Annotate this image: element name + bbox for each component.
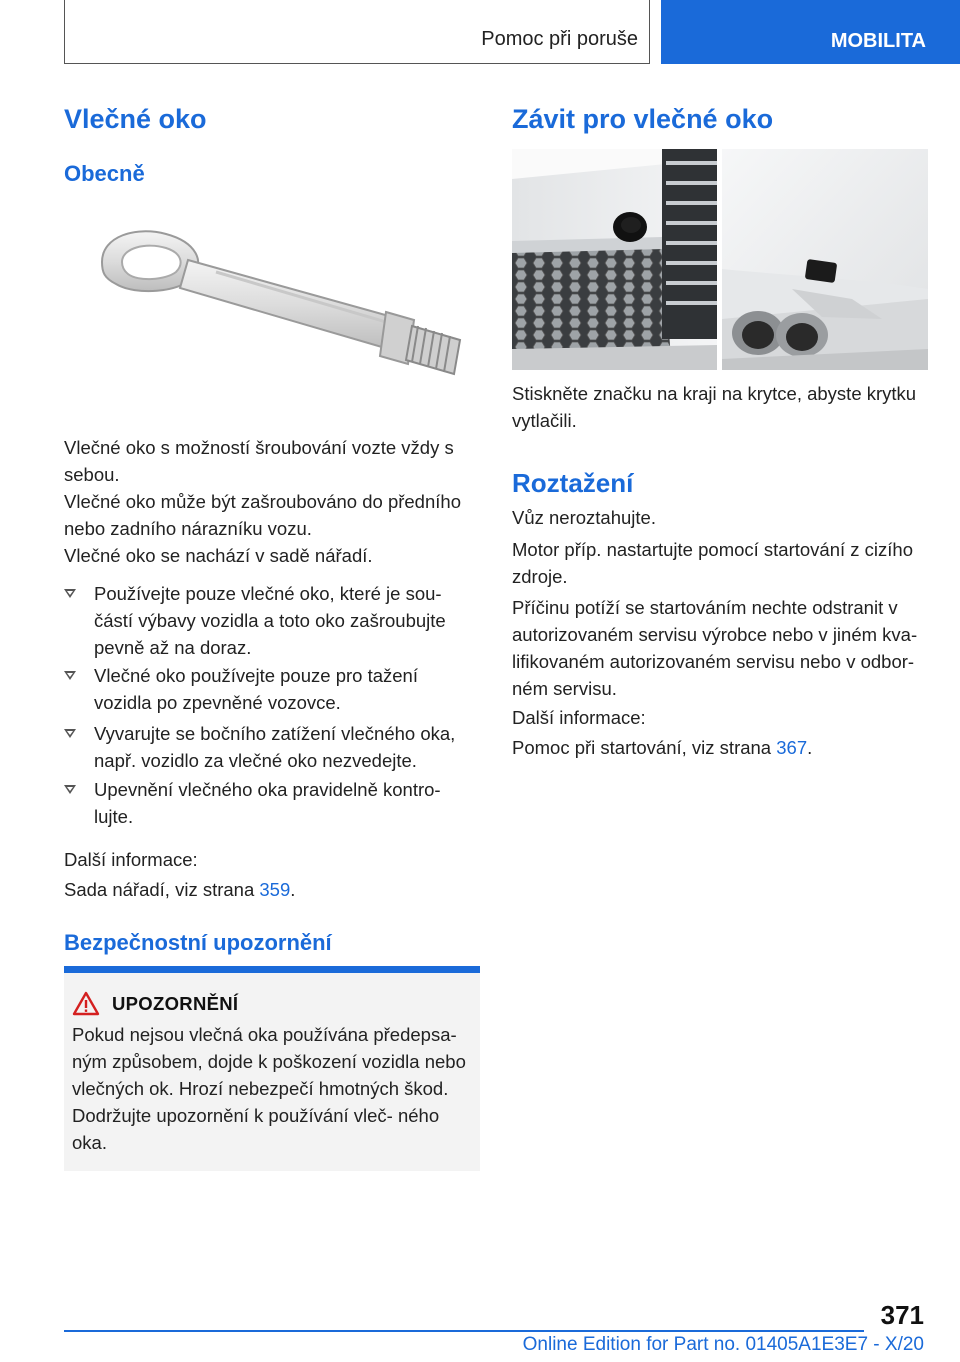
bullet-triangle-icon (64, 785, 76, 794)
tow-eye-illustration (96, 222, 468, 398)
bullet-triangle-icon (64, 671, 76, 680)
page-link-367[interactable]: 367 (776, 737, 808, 758)
paragraph-do-not-tow-start: Vůz neroztahujte. (512, 507, 656, 528)
caption-press-cover: Stiskněte značku na kraji na krytce, abyste krytku vytlačili. (512, 383, 917, 431)
list-item: Používejte pouze vlečné oko, které je sou‐ částí výbavy vozidla a toto oko zašroubujte pevně až na doraz. (64, 580, 480, 661)
warning-box (64, 973, 480, 1171)
warning-title: UPOZORNĚNÍ (112, 993, 239, 1014)
bumper-front-photo (512, 149, 717, 370)
cross-reference-tools: Sada nářadí, viz strana 359. (64, 879, 296, 900)
list-item: Vyvarujte se bočního zatížení vlečného oka, např. vozidlo za vlečné oko nezvedejte. (64, 720, 480, 774)
header-section-title: Pomoc při poruše (481, 28, 638, 50)
list-item: Vlečné oko používejte pouze pro tažení vozidla po zpevněné vozovce. (64, 662, 480, 716)
section-title-tow-thread: Závit pro vlečné oko (512, 104, 774, 134)
warning-text: Pokud nejsou vlečná oka používána předepsa‐ ným způsobem, dojde k poškození vozidla nebo vlečných ok. Hrozí nebezpečí hmotných škod. Dodržujte upozornění k používání vleč‐ ného oka. (72, 1024, 466, 1153)
header-chapter-tab: MOBILITA (661, 0, 960, 64)
section-title-tow-start: Roztažení (512, 468, 634, 498)
cross-reference-jump-start: Pomoc při startování, viz strana 367. (512, 737, 813, 758)
more-info-label: Další informace: (512, 707, 646, 728)
section-heading-safety: Bezpečnostní upozornění (64, 930, 332, 955)
list-item: Upevnění vlečného oka pravidelně kontro‐ lujte. (64, 776, 480, 830)
paragraph-carry-tow-eye: Vlečné oko s možností šroubování vozte vždy s sebou. (64, 437, 454, 485)
warning-triangle-icon (72, 991, 100, 1017)
bullet-triangle-icon (64, 589, 76, 598)
page-title-tow-eye: Vlečné oko (64, 104, 207, 134)
footer-edition: Online Edition for Part no. 01405A1E3E7 - X/20 (522, 1334, 924, 1355)
footer-rule (64, 1330, 864, 1332)
page-number: 371 (880, 1300, 924, 1330)
more-info-label: Další informace: (64, 849, 198, 870)
page-link-359[interactable]: 359 (259, 879, 291, 900)
warning-top-bar (64, 966, 480, 973)
paragraph-jump-start: Motor příp. nastartujte pomocí startování z cizího zdroje. (512, 539, 914, 587)
bullet-triangle-icon (64, 729, 76, 738)
bumper-rear-photo (722, 149, 928, 370)
paragraph-location: Vlečné oko se nachází v sadě nářadí. (64, 545, 373, 566)
paragraph-service: Příčinu potíží se startováním nechte odstranit v autorizovaném servisu výrobce nebo v jiném kva‐ lifikovaném autorizovaném servisu nebo v odbor‐ ném servisu. (512, 597, 918, 699)
paragraph-mounting: Vlečné oko může být zašroubováno do předního nebo zadního nárazníku vozu. (64, 491, 461, 539)
section-heading-general: Obecně (64, 161, 145, 186)
